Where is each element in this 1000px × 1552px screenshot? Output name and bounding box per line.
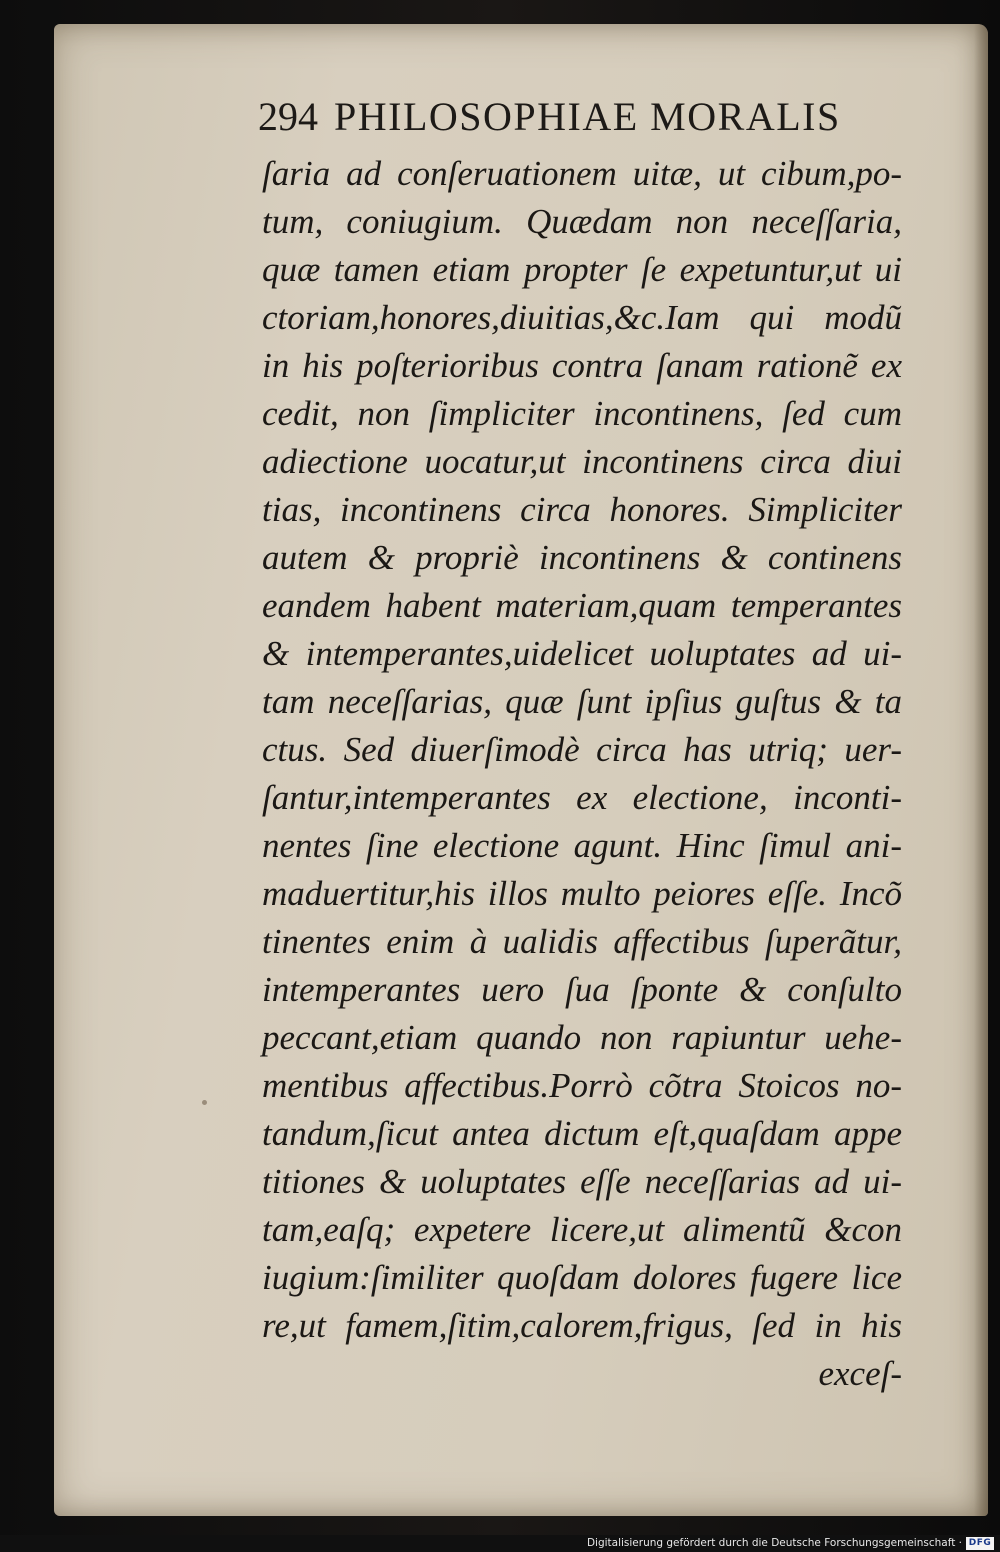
text-line: autem & propriè incontinens & continens	[262, 538, 902, 577]
text-line: ſaria ad conſeruationem uitæ, ut cibum,po-	[262, 154, 902, 193]
text-line: cedit, non ſimpliciter incontinens, ſed cum	[262, 394, 902, 433]
text-line: ſantur,intemperantes ex electione, inconti-	[262, 778, 902, 817]
text-line: titiones & uoluptates eſſe neceſſarias ad ui-	[262, 1162, 902, 1201]
running-title: PHILOSOPHIAE MORALIS	[334, 94, 841, 139]
text-line: tam,eaſq; expetere licere,ut alimentũ &con	[262, 1210, 902, 1249]
text-line: quæ tamen etiam propter ſe expetuntur,ut ui	[262, 250, 902, 289]
paper-stain	[202, 1100, 207, 1105]
text-line: mentibus affectibus.Porrò cõtra Stoicos no-	[262, 1066, 902, 1105]
text-line: tinentes enim à ualidis affectibus ſuperãtur,	[262, 922, 902, 961]
text-line: iugium:ſimiliter quoſdam dolores fugere lice	[262, 1258, 902, 1297]
text-line: eandem habent materiam,quam temperantes	[262, 586, 902, 625]
dfg-logo: DFG	[966, 1537, 994, 1550]
running-head	[258, 93, 898, 140]
text-line: ctoriam,honores,diuitias,&c.Iam qui modũ	[262, 298, 902, 337]
catchword: exceſ-	[818, 1354, 902, 1393]
text-line: ctus. Sed diuerſimodè circa has utriq; uer-	[262, 730, 902, 769]
digitization-credit: Digitalisierung gefördert durch die Deutsche Forschungsgemeinschaft ·	[586, 1537, 962, 1549]
text-line: maduertitur,his illos multo peiores eſſe. Incõ	[262, 874, 902, 913]
page-edge-shadow	[974, 24, 988, 1516]
text-line: tandum,ſicut antea dictum eſt,quaſdam appe	[262, 1114, 902, 1153]
text-line: re,ut famem,ſitim,calorem,frigus, ſed in his	[262, 1306, 902, 1345]
text-line: intemperantes uero ſua ſponte & conſulto	[262, 970, 902, 1009]
text-line: tum, coniugium. Quædam non neceſſaria,	[262, 202, 902, 241]
text-line: adiectione uocatur,ut incontinens circa diui	[262, 442, 902, 481]
page-number: 294	[258, 94, 318, 139]
text-line: peccant,etiam quando non rapiuntur uehe-	[262, 1018, 902, 1057]
text-line: in his poſterioribus contra ſanam rationẽ ex	[262, 346, 902, 385]
text-line: tam neceſſarias, quæ ſunt ipſius guſtus & ta	[262, 682, 902, 721]
text-line: tias, incontinens circa honores. Simpliciter	[262, 490, 902, 529]
text-line: nentes ſine electione agunt. Hinc ſimul ani-	[262, 826, 902, 865]
text-line: & intemperantes,uidelicet uoluptates ad ui-	[262, 634, 902, 673]
